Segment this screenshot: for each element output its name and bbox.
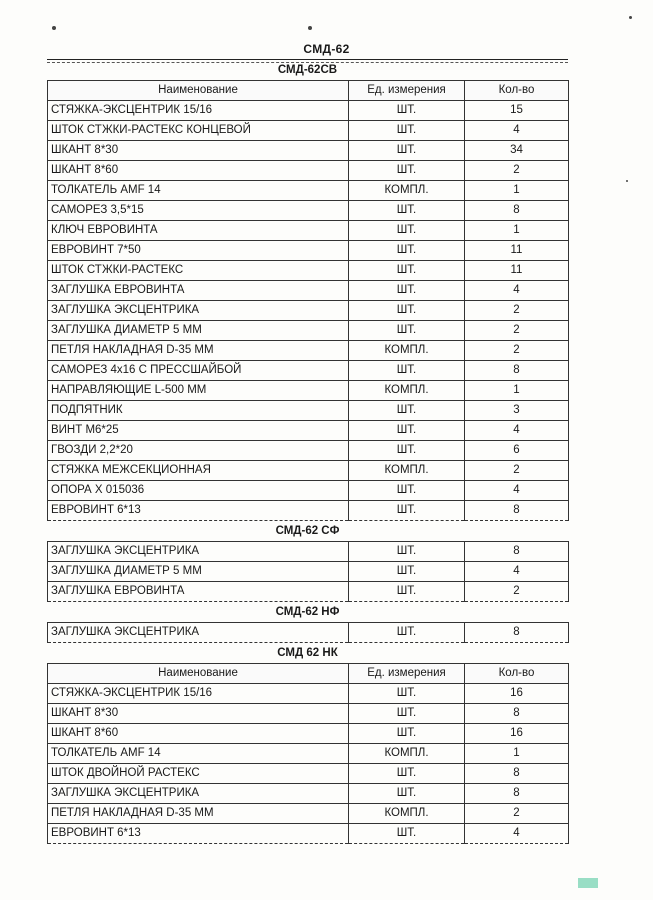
header-name: Наименование (48, 664, 349, 684)
item-qty: 8 (465, 784, 569, 804)
table-row (48, 501, 569, 521)
table-header (48, 81, 569, 101)
item-name: ЗАГЛУШКА ДИАМЕТР 5 ММ (48, 321, 349, 341)
table-row (48, 582, 569, 602)
item-name: ЗАГЛУШКА ЭКСЦЕНТРИКА (48, 623, 349, 643)
table-row (48, 221, 569, 241)
item-qty: 2 (465, 461, 569, 481)
item-unit: ШТ. (349, 481, 465, 501)
table-row (48, 361, 569, 381)
item-unit: ШТ. (349, 784, 465, 804)
item-name: СТЯЖКА МЕЖСЕКЦИОННАЯ (48, 461, 349, 481)
table-row (48, 542, 569, 562)
item-qty: 11 (465, 261, 569, 281)
item-qty: 16 (465, 684, 569, 704)
table-row (48, 421, 569, 441)
item-unit: ШТ. (349, 542, 465, 562)
item-name: ЗАГЛУШКА ЕВРОВИНТА (48, 582, 349, 602)
item-unit: ШТ. (349, 441, 465, 461)
table-row (48, 441, 569, 461)
item-unit: ШТ. (349, 301, 465, 321)
item-name: НАПРАВЛЯЮЩИЕ L-500 ММ (48, 381, 349, 401)
item-name: ЗАГЛУШКА ЕВРОВИНТА (48, 281, 349, 301)
table-row (48, 804, 569, 824)
item-qty: 4 (465, 562, 569, 582)
parts-table (47, 663, 569, 844)
table-row (48, 101, 569, 121)
table-row (48, 281, 569, 301)
item-name: СТЯЖКА-ЭКСЦЕНТРИК 15/16 (48, 101, 349, 121)
item-name: ШКАНТ 8*60 (48, 161, 349, 181)
item-qty: 16 (465, 724, 569, 744)
item-qty: 2 (465, 582, 569, 602)
item-unit: ШТ. (349, 201, 465, 221)
table-row (48, 161, 569, 181)
item-qty: 4 (465, 121, 569, 141)
item-unit: ШТ. (349, 684, 465, 704)
item-qty: 8 (465, 623, 569, 643)
table-row (48, 381, 569, 401)
item-name: ЗАГЛУШКА ДИАМЕТР 5 ММ (48, 562, 349, 582)
header-unit: Ед. измерения (349, 81, 465, 101)
item-name: ОПОРА Х 015036 (48, 481, 349, 501)
item-unit: ШТ. (349, 562, 465, 582)
item-name: САМОРЕЗ 4х16 С ПРЕССШАЙБОЙ (48, 361, 349, 381)
green-sticker (578, 878, 598, 888)
table-row (48, 684, 569, 704)
item-qty: 8 (465, 201, 569, 221)
table-row (48, 181, 569, 201)
table-row (48, 121, 569, 141)
item-unit: ШТ. (349, 421, 465, 441)
item-qty: 4 (465, 481, 569, 501)
section-title: СМД 62 НК (277, 647, 338, 659)
parts-table (47, 541, 569, 602)
parts-table (47, 622, 569, 643)
item-unit: ШТ. (349, 221, 465, 241)
spec-sheet (47, 59, 568, 844)
item-unit: КОМПЛ. (349, 744, 465, 764)
item-qty: 15 (465, 101, 569, 121)
item-unit: КОМПЛ. (349, 341, 465, 361)
item-qty: 3 (465, 401, 569, 421)
table-row (48, 623, 569, 643)
item-unit: КОМПЛ. (349, 381, 465, 401)
table-row (48, 724, 569, 744)
item-qty: 1 (465, 744, 569, 764)
item-qty: 2 (465, 804, 569, 824)
item-name: ШКАНТ 8*60 (48, 724, 349, 744)
parts-table (47, 80, 569, 521)
item-name: ШТОК СТЖКИ-РАСТЕКС (48, 261, 349, 281)
item-name: ЕВРОВИНТ 6*13 (48, 824, 349, 844)
table-row (48, 321, 569, 341)
header-qty: Кол-во (465, 664, 569, 684)
section-title: СМД-62СВ (47, 59, 568, 80)
item-qty: 2 (465, 321, 569, 341)
item-qty: 8 (465, 542, 569, 562)
table-header (48, 664, 569, 684)
item-qty: 8 (465, 764, 569, 784)
item-unit: ШТ. (349, 623, 465, 643)
header-qty: Кол-во (465, 81, 569, 101)
item-qty: 6 (465, 441, 569, 461)
item-name: ЕВРОВИНТ 6*13 (48, 501, 349, 521)
item-name: ВИНТ М6*25 (48, 421, 349, 441)
item-unit: ШТ. (349, 261, 465, 281)
item-unit: ШТ. (349, 101, 465, 121)
item-name: ПОДПЯТНИК (48, 401, 349, 421)
scan-speck (626, 180, 628, 182)
item-unit: ШТ. (349, 401, 465, 421)
item-name: ШКАНТ 8*30 (48, 704, 349, 724)
item-name: ТОЛКАТЕЛЬ AMF 14 (48, 744, 349, 764)
table-row (48, 744, 569, 764)
item-name: СТЯЖКА-ЭКСЦЕНТРИК 15/16 (48, 684, 349, 704)
table-row (48, 241, 569, 261)
table-row (48, 562, 569, 582)
item-unit: ШТ. (349, 501, 465, 521)
table-row (48, 704, 569, 724)
item-qty: 34 (465, 141, 569, 161)
item-name: ЕВРОВИНТ 7*50 (48, 241, 349, 261)
table-row (48, 261, 569, 281)
item-name: ЗАГЛУШКА ЭКСЦЕНТРИКА (48, 301, 349, 321)
table-row (48, 141, 569, 161)
item-qty: 2 (465, 301, 569, 321)
item-unit: ШТ. (349, 321, 465, 341)
item-qty: 2 (465, 341, 569, 361)
table-row (48, 401, 569, 421)
item-name: ПЕТЛЯ НАКЛАДНАЯ D-35 ММ (48, 804, 349, 824)
section-title: СМД-62 НФ (275, 606, 340, 618)
item-qty: 8 (465, 501, 569, 521)
item-unit: ШТ. (349, 121, 465, 141)
section-title: СМД-62 СФ (275, 525, 340, 537)
item-name: ШТОК СТЖКИ-РАСТЕКС КОНЦЕВОЙ (48, 121, 349, 141)
item-qty: 1 (465, 381, 569, 401)
item-unit: ШТ. (349, 824, 465, 844)
item-unit: КОМПЛ. (349, 461, 465, 481)
item-unit: ШТ. (349, 241, 465, 261)
item-qty: 2 (465, 161, 569, 181)
table-row (48, 824, 569, 844)
scan-speck (52, 26, 56, 30)
item-name: ЗАГЛУШКА ЭКСЦЕНТРИКА (48, 784, 349, 804)
item-unit: ШТ. (349, 141, 465, 161)
item-name: ШТОК ДВОЙНОЙ РАСТЕКС (48, 764, 349, 784)
item-qty: 4 (465, 281, 569, 301)
item-name: ШКАНТ 8*30 (48, 141, 349, 161)
item-unit: КОМПЛ. (349, 181, 465, 201)
item-qty: 11 (465, 241, 569, 261)
item-qty: 8 (465, 704, 569, 724)
table-row (48, 301, 569, 321)
item-name: ГВОЗДИ 2,2*20 (48, 441, 349, 461)
item-unit: ШТ. (349, 704, 465, 724)
item-qty: 1 (465, 221, 569, 241)
document-title: СМД-62 (303, 42, 350, 56)
table-row (48, 481, 569, 501)
table-row (48, 461, 569, 481)
header-unit: Ед. измерения (349, 664, 465, 684)
item-name: ТОЛКАТЕЛЬ AMF 14 (48, 181, 349, 201)
header-name: Наименование (48, 81, 349, 101)
item-name: САМОРЕЗ 3,5*15 (48, 201, 349, 221)
item-unit: ШТ. (349, 161, 465, 181)
table-row (48, 341, 569, 361)
item-unit: ШТ. (349, 724, 465, 744)
item-qty: 4 (465, 421, 569, 441)
scan-speck (629, 16, 632, 19)
item-name: КЛЮЧ ЕВРОВИНТА (48, 221, 349, 241)
item-qty: 8 (465, 361, 569, 381)
item-unit: ШТ. (349, 582, 465, 602)
item-unit: КОМПЛ. (349, 804, 465, 824)
item-qty: 4 (465, 824, 569, 844)
item-name: ПЕТЛЯ НАКЛАДНАЯ D-35 ММ (48, 341, 349, 361)
scan-speck (308, 26, 312, 30)
item-unit: ШТ. (349, 361, 465, 381)
item-qty: 1 (465, 181, 569, 201)
table-row (48, 764, 569, 784)
item-name: ЗАГЛУШКА ЭКСЦЕНТРИКА (48, 542, 349, 562)
item-unit: ШТ. (349, 764, 465, 784)
table-row (48, 201, 569, 221)
item-unit: ШТ. (349, 281, 465, 301)
table-row (48, 784, 569, 804)
